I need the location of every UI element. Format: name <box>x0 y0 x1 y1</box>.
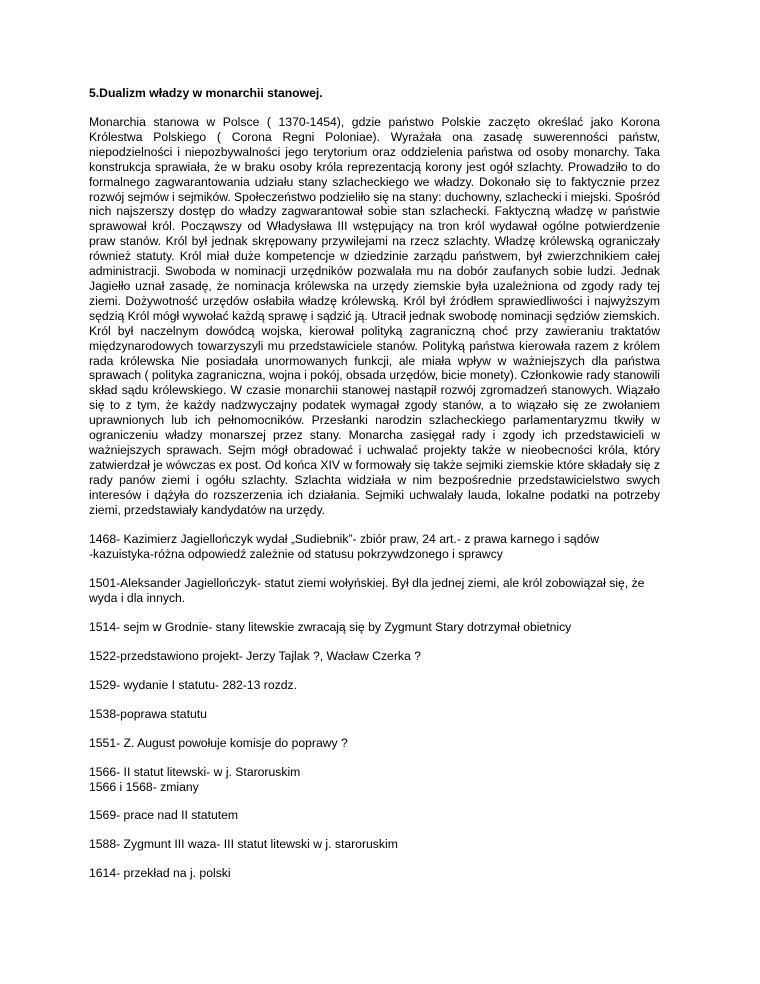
timeline-entry-1566 <box>89 765 660 795</box>
section-title: 5.Dualizm władzy w monarchii stanowej. <box>89 86 323 100</box>
spacer <box>89 722 660 736</box>
timeline-entry-1569 <box>89 808 660 823</box>
timeline-line: 1551- Z. August powołuje komisje do poprawy ? <box>89 735 348 750</box>
timeline-entry-1501 <box>89 576 660 606</box>
timeline-line: 1514- sejm w Grodnie- stany litewskie zwracają się by Zygmunt Stary dotrzymał obietnicy <box>89 620 572 635</box>
timeline-line: 1614- przekład na j. polski <box>89 866 231 881</box>
timeline-entry-1551 <box>89 736 660 751</box>
timeline-line: -kazuistyka-różna odpowiedź zależnie od statusu pokrzywdzonego i sprawcy <box>89 547 503 562</box>
spacer <box>89 606 660 620</box>
timeline-entry-1538 <box>89 707 660 722</box>
timeline-entry-1588 <box>89 837 660 852</box>
spacer <box>89 794 660 808</box>
spacer <box>89 517 660 532</box>
timeline-line: 1501-Aleksander Jagiellończyk- statut ziemi wołyńskiej. Był dla jednej ziemi, ale król zobowiązał się, że <box>89 576 645 591</box>
spacer <box>89 852 660 866</box>
main-paragraph: Monarchia stanowa w Polsce ( 1370-1454), gdzie państwo Polskie zaczęto określać jako Korona Królestwa Polskiego ( Corona Regni Poloniae). Wyrażała ona zasadę suwerenności państw, niepodzielności i niepozbywalności jego terytorium oraz oddzielenia państwa od osoby monarchy. Taka konstrukcja sprawiała, że w braku osoby króla reprezentacją korony jest ogół szlachty. Prowadziło to do formalnego zagwarantowania udziału stany szlacheckiego we władzy. Dokonało się to faktycznie przez rozwój sejmów i sejmików. Społeczeństwo podzieliło się na stany: duchowny, szlachecki i miejski. Spośród nich najszerszy dostęp do władzy zagwarantował sobie stan szlachecki. Faktyczną władzę w państwie sprawował król. Począwszy od Władysława III wstępujący na tron król wydawał ogólne potwierdzenie praw stanów. Król był jednak skrępowany przywilejami na rzecz szlachty. Władzę królewską ograniczały również statuty. Król miał duże kompetencje w dziedzinie zarządu państwem, był zwierzchnikiem całej administracji. Swoboda w nominacji urzędników pozwalała mu na dobór zaufanych sobie ludzi. Jednak Jagiełło uznał zasadę, że nominacja królewska na urzędy ziemskie była uzależniona od zgody rady tej ziemi. Dożywotność urzędów osłabiła władzę królewską. Król był źródłem sprawiedliwości i najwyższym sędzią Król mógł wywołać każdą sprawę i sądzić ją. Utracił jednak swobodę nominacji sędziów ziemskich. Król był naczelnym dowódcą wojska, kierował polityką zagraniczną choć przy zawieraniu traktatów międzynarodowych towarzyszyli mu przedstawiciele stanów. Polityką państwa kierowała razem z królem rada królewska Nie posiadała unormowanych funkcji, ale miała wpływ w ważniejszych dla państwa sprawach ( polityka zagraniczna, wojna i pokój, obsada urzędów, bicie monety). Członkowie rady stanowili skład sądu królewskiego. W czasie monarchii stanowej nastąpił rozwój zgromadzeń stanowych. Wiązało się to z tym, że każdy nadzwyczajny podatek wymagał zgody stanów, a to wiązało się ze zwołaniem uprawnionych lub ich pełnomocników. Przesłanki narodzin szlacheckiego parlamentaryzmu tkwiły w ograniczeniu władzy monarszej przez stany. Monarcha zasięgał rady i zgody ich przedstawicieli w ważniejszych sprawach. Sejm mógł obradować i uchwalać projekty także w nieobecności króla, który zatwierdzał je wówczas ex post. Od końca XIV w formowały się także sejmiki ziemskie które składały się z rady panów ziemi i ogółu szlachty. Szlachta widziała w nim bezpośrednie przedstawicielstwo swych interesów i dążyła do rozszerzenia ich działania. Sejmiki uchwalały lauda, lokalne podatki na potrzeby ziemi, przedstawiały kandydatów na urzędy. <box>89 115 660 517</box>
timeline-line: 1569- prace nad II statutem <box>89 808 239 823</box>
timeline-line: wyda i dla innych. <box>89 591 186 606</box>
spacer <box>89 562 660 576</box>
timeline-entry-1514 <box>89 620 660 635</box>
timeline-line: 1538-poprawa statutu <box>89 706 207 721</box>
timeline-line: 1588- Zygmunt III waza- III statut litewski w j. staroruskim <box>89 837 398 852</box>
timeline-entry-1522 <box>89 649 660 664</box>
timeline-entry-1529 <box>89 678 660 693</box>
timeline-line: 1529- wydanie I statutu- 282-13 rozdz. <box>89 677 297 692</box>
spacer <box>89 635 660 649</box>
spacer <box>89 751 660 765</box>
timeline-line: 1566- II statut litewski- w j. Staroruskim <box>89 764 301 779</box>
timeline-line: 1522-przedstawiono projekt- Jerzy Tajlak ?, Wacław Czerka ? <box>89 649 421 663</box>
timeline-line: 1566 i 1568- zmiany <box>89 779 199 794</box>
spacer <box>89 664 660 678</box>
document-page <box>89 86 660 881</box>
timeline-entry-1468 <box>89 532 660 562</box>
timeline-entry-1614 <box>89 866 660 881</box>
spacer <box>89 823 660 837</box>
timeline-line: 1468- Kazimierz Jagiellończyk wydał „Sudiebnik”- zbiór praw, 24 art.- z prawa karnego i sądów <box>89 532 600 547</box>
spacer <box>89 693 660 707</box>
